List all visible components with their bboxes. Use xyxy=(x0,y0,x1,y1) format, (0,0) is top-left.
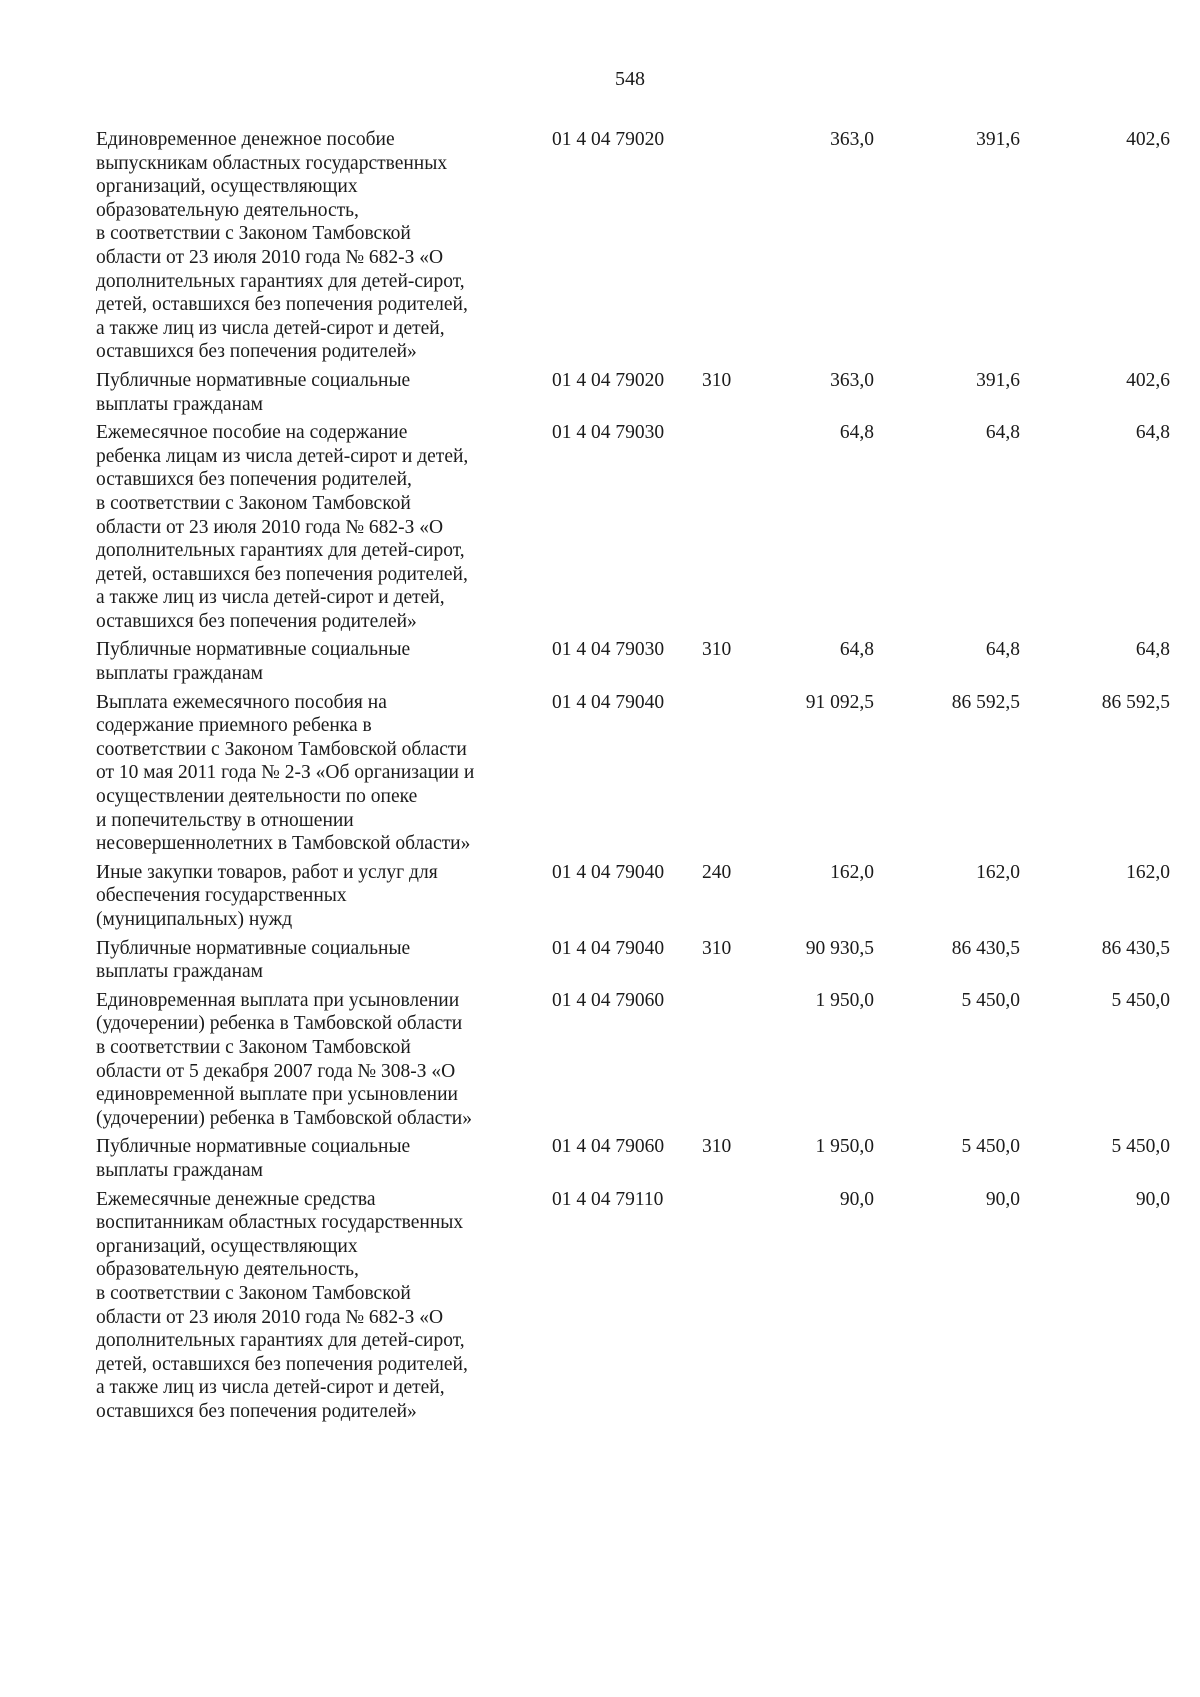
row-amount-year-3: 64,8 xyxy=(1135,422,1170,444)
row-amount-year-3: 402,6 xyxy=(1126,369,1170,391)
row-target-code: 01 4 04 79060 xyxy=(552,989,665,1011)
row-amount-year-2: 391,6 xyxy=(976,369,1020,391)
table-row xyxy=(96,691,1170,856)
row-amount-year-2: 5 450,0 xyxy=(961,1136,1020,1158)
row-amount-year-1: 90 930,5 xyxy=(805,937,874,959)
row-amount-year-1: 363,0 xyxy=(830,129,874,150)
budget-table xyxy=(96,128,1170,1428)
row-amount-year-3: 5 450,0 xyxy=(1111,989,1170,1011)
row-description: Единовременное денежное пособие выпускникам областных государственных организаций, осуществляющих образовательную деятельность, в соответствии с Законом Тамбовской области от 23 июля 2010 года № 682-З «О дополнительных гарантиях для детей-сирот, детей, оставшихся без попечения родителей, а также лиц из числа детей-сирот и детей, оставшихся без попечения родителей» xyxy=(96,129,468,363)
row-amount-year-1: 162,0 xyxy=(830,861,874,883)
row-description: Выплата ежемесячного пособия на содержание приемного ребенка в соответствии с Законом Тамбовской области от 10 мая 2011 года № 2-З «Об организации и осуществлении деятельности по опеке и попечительству в отношении несовершеннолетних в Тамбовской области» xyxy=(96,691,475,855)
table-row xyxy=(96,638,1170,685)
row-amount-year-3: 402,6 xyxy=(1126,129,1170,150)
row-amount-year-3: 64,8 xyxy=(1135,639,1170,661)
row-target-code: 01 4 04 79020 xyxy=(552,129,665,150)
row-description: Публичные нормативные социальные выплаты гражданам xyxy=(96,639,411,685)
table-row xyxy=(96,421,1170,633)
row-expense-type: 310 xyxy=(702,369,732,391)
row-amount-year-3: 90,0 xyxy=(1135,1188,1170,1210)
table-row xyxy=(96,937,1170,984)
table-row xyxy=(96,1188,1170,1424)
row-amount-year-3: 86 430,5 xyxy=(1101,937,1170,959)
row-target-code: 01 4 04 79040 xyxy=(552,937,665,959)
row-target-code: 01 4 04 79060 xyxy=(552,1136,665,1158)
row-target-code: 01 4 04 79040 xyxy=(552,691,665,713)
row-amount-year-3: 162,0 xyxy=(1126,861,1170,883)
row-amount-year-1: 90,0 xyxy=(839,1188,874,1210)
row-description: Публичные нормативные социальные выплаты гражданам xyxy=(96,1136,411,1181)
row-expense-type: 310 xyxy=(702,639,732,661)
row-target-code: 01 4 04 79020 xyxy=(552,369,665,391)
table-row xyxy=(96,128,1170,364)
row-amount-year-1: 1 950,0 xyxy=(815,989,874,1011)
row-amount-year-3: 86 592,5 xyxy=(1101,691,1170,713)
row-target-code: 01 4 04 79030 xyxy=(552,422,665,444)
row-amount-year-2: 162,0 xyxy=(976,861,1020,883)
row-amount-year-1: 1 950,0 xyxy=(815,1136,874,1158)
row-amount-year-1: 64,8 xyxy=(839,639,874,661)
row-description: Ежемесячное пособие на содержание ребенка лицам из числа детей-сирот и детей, оставшихся без попечения родителей, в соответствии с Законом Тамбовской области от 23 июля 2010 года № 682-З «О дополнительных гарантиях для детей-сирот, детей, оставшихся без попечения родителей, а также лиц из числа детей-сирот и детей, оставшихся без попечения родителей» xyxy=(96,422,469,632)
row-expense-type: 240 xyxy=(702,861,732,883)
table-row xyxy=(96,861,1170,932)
row-amount-year-2: 5 450,0 xyxy=(961,989,1020,1011)
row-target-code: 01 4 04 79030 xyxy=(552,639,665,661)
row-description: Ежемесячные денежные средства воспитанникам областных государственных организаций, осуществляющих образовательную деятельность, в соответствии с Законом Тамбовской области от 23 июля 2010 года № 682-З «О дополнительных гарантиях для детей-сирот, детей, оставшихся без попечения родителей, а также лиц из числа детей-сирот и детей, оставшихся без попечения родителей» xyxy=(96,1188,468,1422)
row-description: Публичные нормативные социальные выплаты гражданам xyxy=(96,369,411,415)
row-description: Иные закупки товаров, работ и услуг для обеспечения государственных (муниципальных) нужд xyxy=(96,861,438,930)
row-expense-type: 310 xyxy=(702,1136,732,1158)
row-expense-type: 310 xyxy=(702,937,732,959)
page-number: 548 xyxy=(615,68,645,90)
row-amount-year-1: 363,0 xyxy=(830,369,874,391)
table-row xyxy=(96,989,1170,1131)
row-amount-year-1: 91 092,5 xyxy=(805,691,874,713)
row-amount-year-2: 86 592,5 xyxy=(951,691,1020,713)
row-description: Публичные нормативные социальные выплаты гражданам xyxy=(96,937,411,983)
row-amount-year-1: 64,8 xyxy=(839,422,874,444)
row-target-code: 01 4 04 79110 xyxy=(552,1188,664,1210)
table-row xyxy=(96,369,1170,416)
row-amount-year-3: 5 450,0 xyxy=(1111,1136,1170,1158)
row-description: Единовременная выплата при усыновлении (удочерении) ребенка в Тамбовской области в соответствии с Законом Тамбовской области от 5 декабря 2007 года № 308-З «О единовременной выплате при усыновлении (удочерении) ребенка в Тамбовской области» xyxy=(96,989,472,1129)
row-amount-year-2: 64,8 xyxy=(985,422,1020,444)
row-amount-year-2: 391,6 xyxy=(976,129,1020,150)
row-target-code: 01 4 04 79040 xyxy=(552,861,665,883)
row-amount-year-2: 90,0 xyxy=(985,1188,1020,1210)
row-amount-year-2: 86 430,5 xyxy=(951,937,1020,959)
row-amount-year-2: 64,8 xyxy=(985,639,1020,661)
table-row xyxy=(96,1135,1170,1182)
